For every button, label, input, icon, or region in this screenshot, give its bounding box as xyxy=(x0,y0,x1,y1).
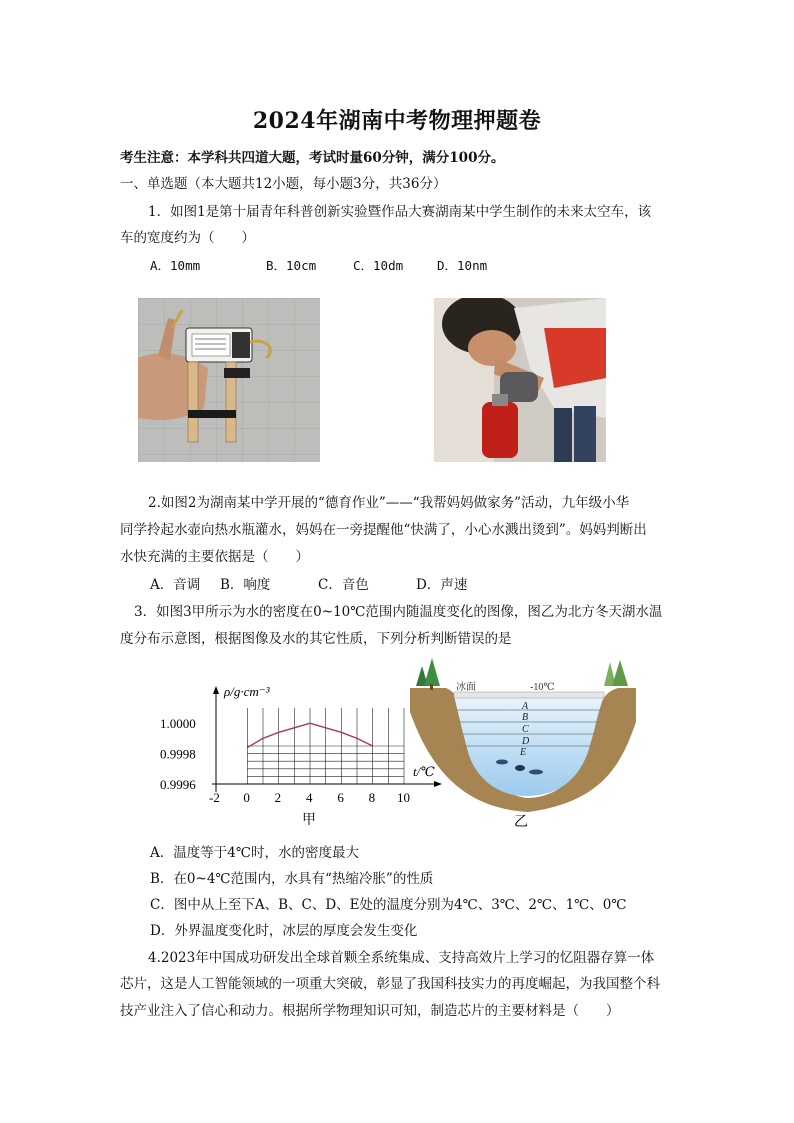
q3-option-d: D．外界温度变化时，冰层的厚度会发生变化 xyxy=(150,923,418,939)
q1-option-b: B．10cm xyxy=(266,258,317,273)
chart-caption: 甲 xyxy=(302,813,316,828)
q1-stem-line2: 车的宽度约为（ ） xyxy=(120,230,255,246)
q3-stem-line2: 度分布示意图，根据图像及水的其它性质，下列分析判断错误的是 xyxy=(120,631,512,647)
q1-option-c: C．10dm xyxy=(353,258,404,273)
y-axis-label: ρ/g·cm⁻³ xyxy=(224,684,270,699)
x-tick-label: 0 xyxy=(243,790,250,805)
q3-option-c: C．图中从上至下A、B、C、D、E处的温度分别为4℃、3℃、2℃、1℃、0℃ xyxy=(150,897,627,913)
density-chart xyxy=(150,676,450,832)
figure1-photo xyxy=(138,298,320,462)
q1-stem-line1: 1．如图1是第十届青年科普创新实验暨作品大赛湖南某中学生制作的未来太空车，该 xyxy=(148,204,652,220)
q1-option-a: A．10mm xyxy=(150,258,201,273)
q3-option-a: A．温度等于4℃时，水的密度最大 xyxy=(150,845,359,861)
q2-option-b: B．响度 xyxy=(220,577,271,593)
q3-option-b: B．在0~4℃范围内，水具有“热缩冷胀”的性质 xyxy=(150,871,434,887)
q4-stem-line1: 4.2023年中国成功研发出全球首颗全系统集成、支持高效片上学习的忆阻器存算一体 xyxy=(148,950,655,966)
section-heading: 一、单选题（本大题共12小题，每小题3分，共36分） xyxy=(120,176,447,192)
lake-diagram xyxy=(408,652,638,832)
x-tick-label: -2 xyxy=(209,790,220,805)
q2-option-a: A．音调 xyxy=(150,577,201,593)
q2-stem-line3: 水快充满的主要依据是（ ） xyxy=(120,549,309,565)
q2-option-d: D．声速 xyxy=(416,577,468,593)
figure2-photo xyxy=(434,298,606,462)
y-axis-arrow xyxy=(213,686,219,694)
layer-label-d: D xyxy=(522,736,530,747)
layer-label-a: A xyxy=(522,701,529,712)
ice-layer xyxy=(454,692,604,698)
q2-stem-line2: 同学拎起水壶向热水瓶灌水，妈妈在一旁提醒他“快满了，小心水溅出烫到”。妈妈判断出 xyxy=(120,522,647,538)
x-tick-label: 8 xyxy=(368,790,376,805)
exam-notice: 考生注意：本学科共四道大题，考试时量60分钟，满分100分。 xyxy=(120,150,505,166)
q4-stem-line2: 芯片，这是人工智能领域的一项重大突破，彰显了我国科技实力的再度崛起，为我国整个科 xyxy=(120,976,660,992)
q3-stem-line1: 3．如图3甲所示为水的密度在0~10℃范围内随温度变化的图像，图乙为北方冬天湖水温 xyxy=(134,604,663,620)
layer-label-e: E xyxy=(520,747,527,758)
x-tick-label: 10 xyxy=(397,790,410,805)
tree-icon xyxy=(416,658,440,690)
page-title: 2024年湖南中考物理押题卷 xyxy=(252,108,542,134)
y-tick-label: 0.9996 xyxy=(160,777,196,792)
ice-surface-label: 冰面 xyxy=(456,682,476,693)
q4-stem-line3: 技产业注入了信心和动力。根据所学物理知识可知，制造芯片的主要材料是（ ） xyxy=(120,1003,620,1019)
x-tick-label: 6 xyxy=(337,790,344,805)
air-temp-label: -10℃ xyxy=(530,682,555,693)
y-tick-label: 0.9998 xyxy=(160,746,196,762)
lake-caption: 乙 xyxy=(514,815,528,830)
q2-stem-line1: 2.如图2为湖南某中学开展的“德育作业”——“我帮妈妈做家务”活动，九年级小华 xyxy=(148,495,630,511)
q1-option-d: D．10nm xyxy=(437,258,488,273)
x-axis-label: t/℃ xyxy=(413,764,435,779)
q2-option-c: C．音色 xyxy=(318,577,369,593)
tree-icon xyxy=(604,660,628,686)
y-tick-label: 1.0000 xyxy=(160,716,196,732)
x-tick-label: 4 xyxy=(306,790,313,805)
layer-label-c: C xyxy=(522,724,529,735)
layer-label-b: B xyxy=(522,712,529,723)
x-tick-label: 2 xyxy=(274,790,282,805)
